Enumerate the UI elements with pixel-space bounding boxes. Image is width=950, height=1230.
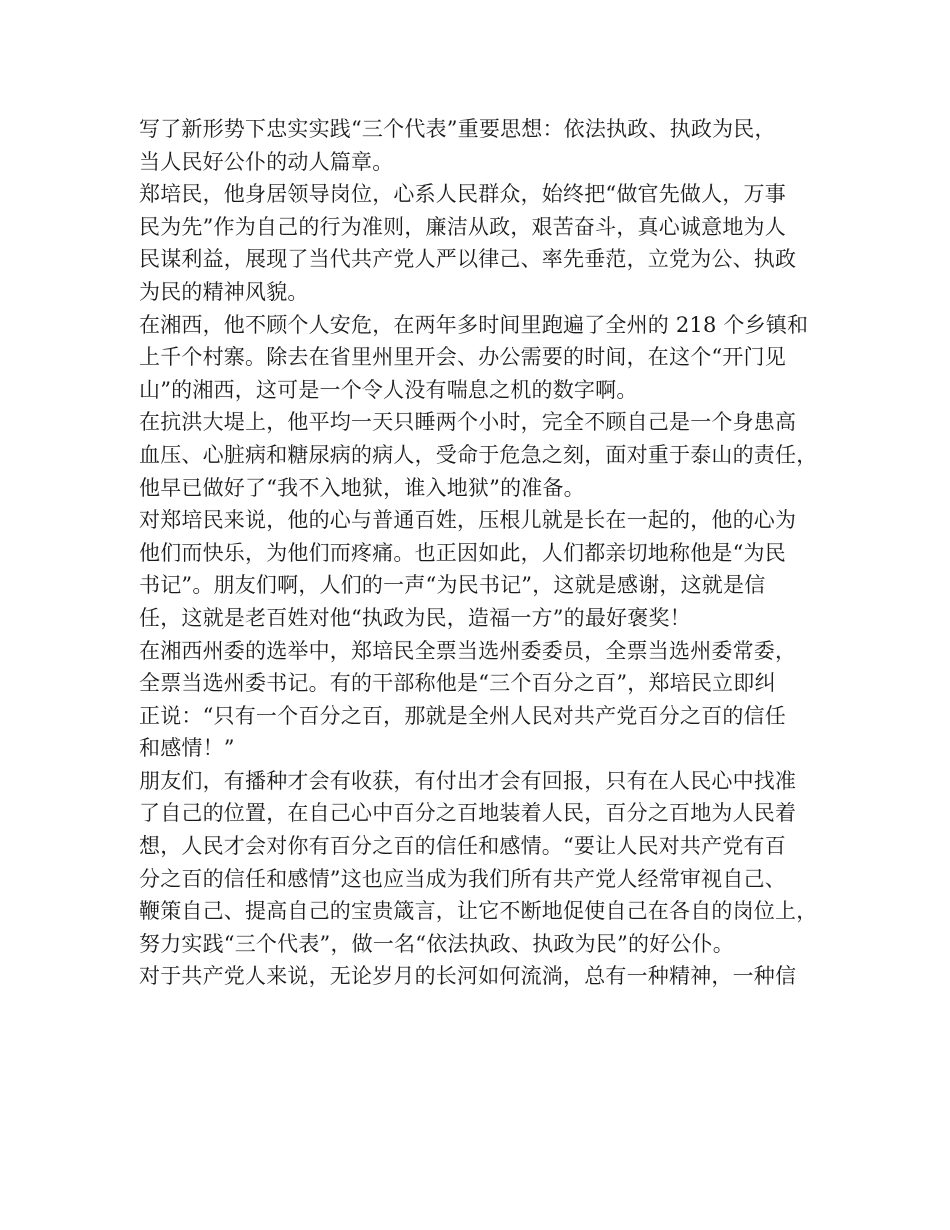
- text-line: 为民的精神风貌。: [139, 279, 309, 304]
- text-line: 对于共产党人来说，无论岁月的长河如何流淌，总有一种精神，一种信: [139, 964, 797, 989]
- text-line: 努力实践“三个代表”，做一名“依法执政、执政为民”的好公仆。: [139, 931, 734, 956]
- text-line: 写了新形势下忠实实践“三个代表”重要思想：依法执政、执政为民，: [139, 117, 776, 141]
- text-line: 民谋利益，展现了当代共产党人严以律己、率先垂范，立党为公、执政: [139, 247, 797, 272]
- text-line: 郑培民，他身居领导岗位，心系人民群众，始终把“做官先做人，万事: [139, 182, 786, 207]
- text-line: 民为先”作为自己的行为准则，廉洁从政，艰苦奋斗，真心诚意地为人: [139, 214, 786, 239]
- text-line: 了自己的位置，在自己心中百分之百地装着人民，百分之百地为人民着: [139, 801, 797, 826]
- text-line: 对郑培民来说，他的心与普通百姓，压根儿就是长在一起的，他的心为: [139, 508, 797, 533]
- text-line: 任，这就是老百姓对他“执政为民，造福一方”的最好褒奖！: [139, 605, 691, 630]
- text-line: 山”的湘西，这可是一个令人没有喘息之机的数字啊。: [139, 377, 638, 402]
- text-line: 在湘西，他不顾个人安危，在两年多时间里跑遍了全州的 218 个乡镇和: [139, 312, 809, 337]
- text-line: 上千个村寨。除去在省里州里开会、办公需要的时间，在这个“开门见: [139, 345, 786, 370]
- text-line: 在抗洪大堤上，他平均一天只睡两个小时，完全不顾自己是一个身患高: [139, 410, 797, 435]
- text-line: 全票当选州委书记。有的干部称他是“三个百分之百”，郑培民立即纠: [139, 671, 776, 696]
- text-line: 和感情！”: [139, 736, 235, 761]
- text-line: 正说：“只有一个百分之百，那就是全州人民对共产党百分之百的信任: [139, 703, 786, 728]
- text-line: 分之百的信任和感情”这也应当成为我们所有共产党人经常审视自己、: [139, 866, 786, 891]
- text-line: 想，人民才会对你有百分之百的信任和感情。“要让人民对共产党有百: [139, 834, 786, 859]
- text-line: 在湘西州委的选举中，郑培民全票当选州委委员，全票当选州委常委，: [139, 638, 797, 663]
- text-line: 书记”。朋友们啊，人们的一声“为民书记”，这就是感谢，这就是信: [139, 573, 766, 598]
- text-line: 鞭策自己、提高自己的宝贵箴言，让它不断地促使自己在各自的岗位上，: [139, 899, 818, 924]
- text-line: 朋友们，有播种才会有收获，有付出才会有回报，只有在人民心中找准: [139, 768, 797, 793]
- text-line: 他们而快乐，为他们而疼痛。也正因如此，人们都亲切地称他是“为民: [139, 540, 786, 565]
- text-line: 血压、心脏病和糖尿病的病人，受命于危急之刻，面对重于泰山的责任，: [139, 442, 818, 467]
- text-line: 他早已做好了“我不入地狱，谁入地狱”的准备。: [139, 475, 585, 500]
- text-line: 当人民好公仆的动人篇章。: [139, 149, 394, 174]
- body-text: [139, 113, 819, 993]
